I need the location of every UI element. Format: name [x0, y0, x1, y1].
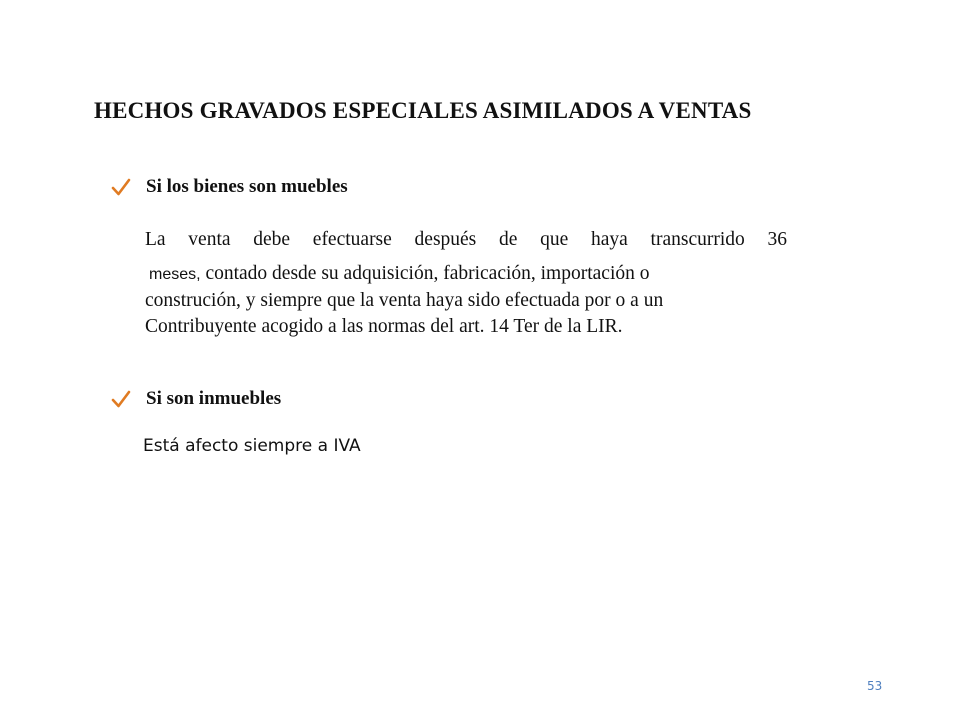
meses-word: meses,	[149, 266, 201, 283]
page-number: 53	[867, 679, 883, 693]
paragraph-line-rest: contado desde su adquisición, fabricación, importación o	[200, 263, 650, 284]
slide-title: HECHOS GRAVADOS ESPECIALES ASIMILADOS A VENTAS	[94, 98, 752, 123]
paragraph-line	[145, 261, 795, 288]
bullet-heading: Si son inmuebles	[146, 388, 282, 409]
bullet-muebles	[110, 176, 348, 198]
checkmark-icon	[110, 176, 132, 198]
paragraph-line: Contribuyente acogido a las normas del art. 14 Ter de la LIR.	[145, 316, 623, 337]
bullet-inmuebles	[110, 388, 281, 410]
paragraph-line: construción, y siempre que la venta haya sido efectuada por o a un	[145, 290, 664, 311]
bullet-heading: Si los bienes son muebles	[146, 176, 348, 197]
inmuebles-note: Está afecto siempre a IVA	[143, 436, 361, 456]
checkmark-icon	[110, 388, 132, 410]
paragraph-line: La venta debe efectuarse después de que haya transcurrido 36	[145, 229, 787, 250]
paragraph-muebles	[145, 227, 795, 340]
